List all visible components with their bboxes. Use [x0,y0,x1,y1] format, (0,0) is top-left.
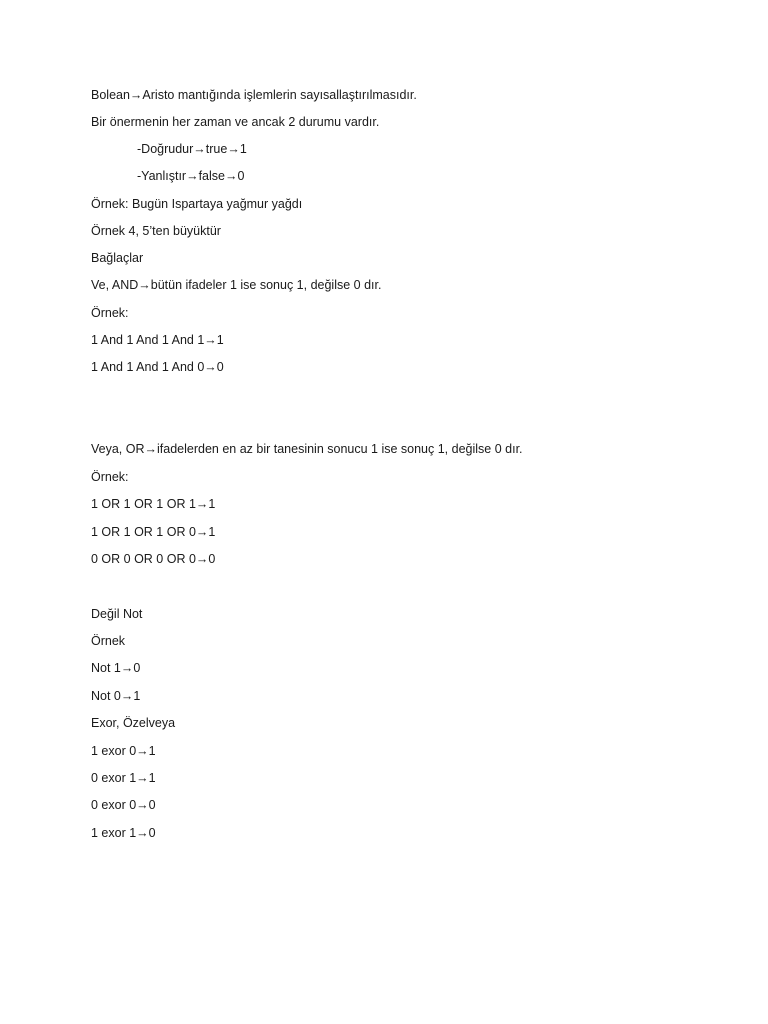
text-line-not-example-1: Not 1→0 [91,661,141,675]
text-line-false-state: -Yanlıştır→false→0 [137,169,245,183]
text-line-or-definition: Veya, OR→ifadelerden en az bir tanesinin sonucu 1 ise sonuç 1, değilse 0 dır. [91,442,523,456]
section-heading-not: Değil Not [91,607,143,621]
text-line-true-state: -Doğrudur→true→1 [137,142,247,156]
section-heading-exor: Exor, Özelveya [91,716,176,730]
text-line-or-example-3: 0 OR 0 OR 0 OR 0→0 [91,552,216,566]
text-line-or-example-2: 1 OR 1 OR 1 OR 0→1 [91,525,216,539]
text-line-or-example-1: 1 OR 1 OR 1 OR 1→1 [91,497,216,511]
text-line-exor-example-3: 0 exor 0→0 [91,798,156,812]
text-line-and-example-label: Örnek: [91,306,129,320]
text-line-and-example-1: 1 And 1 And 1 And 1→1 [91,333,224,347]
text-line-boolean-definition: Bolean→Aristo mantığında işlemlerin sayısallaştırılmasıdır. [91,88,417,102]
text-line-exor-example-2: 0 exor 1→1 [91,771,156,785]
text-line-example-rain: Örnek: Bugün Ispartaya yağmur yağdı [91,197,303,211]
text-line-exor-example-1: 1 exor 0→1 [91,744,156,758]
text-line-and-definition: Ve, AND→bütün ifadeler 1 ise sonuç 1, değilse 0 dır. [91,278,382,292]
text-line-not-example-2: Not 0→1 [91,689,141,703]
text-line-proposition-states: Bir önermenin her zaman ve ancak 2 durumu vardır. [91,115,380,129]
text-line-exor-example-4: 1 exor 1→0 [91,826,156,840]
section-heading-connectives: Bağlaçlar [91,251,144,265]
text-line-and-example-2: 1 And 1 And 1 And 0→0 [91,360,224,374]
text-line-example-comparison: Örnek 4, 5’ten büyüktür [91,224,221,238]
text-line-not-example-label: Örnek [91,634,126,648]
text-line-or-example-label: Örnek: [91,470,129,484]
